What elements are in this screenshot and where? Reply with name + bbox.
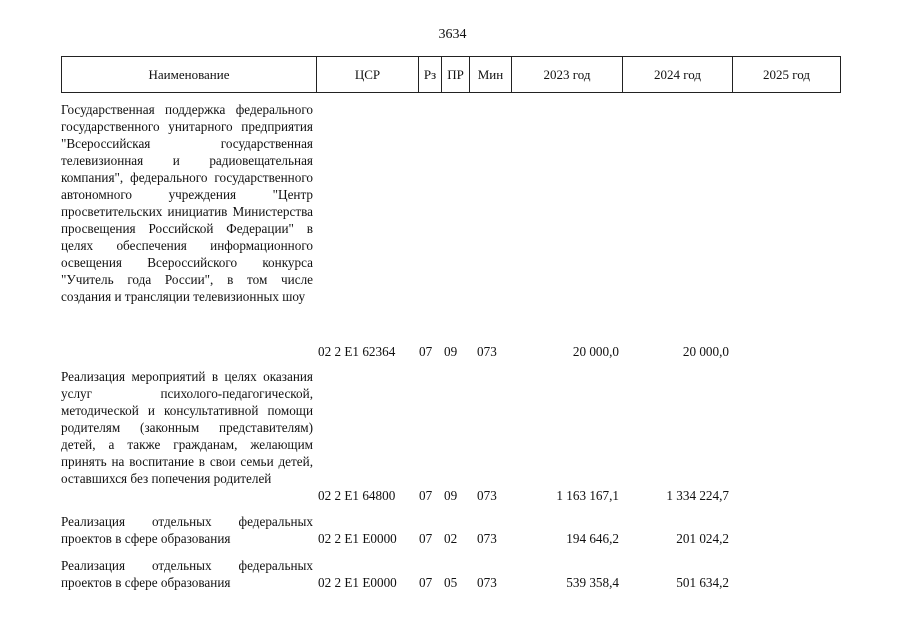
- row-min: 073: [477, 575, 497, 590]
- row-min: 073: [477, 488, 497, 503]
- row-name: Государственная поддержка федерального государственного унитарного предприятия "Всероссийская государственная телевизионная и радиовещательная компания", федерального государственного автономного учреждения "Центр просветительских инициатив Министерства просвещения Российской Федерации" в целях обеспечения информационного освещения Всероссийского конкурса "Учитель года России", в том числе создания и трансляции телевизионных шоу: [61, 102, 313, 304]
- header-2023: 2023 год: [512, 57, 623, 92]
- row-2023: 1 163 167,1: [556, 488, 619, 503]
- row-rz: 07: [419, 575, 433, 590]
- header-name: Наименование: [62, 57, 317, 92]
- row-min: 073: [477, 531, 497, 546]
- row-min: 073: [477, 344, 497, 359]
- row-2024: 501 634,2: [676, 575, 729, 590]
- page-number: 3634: [438, 27, 467, 42]
- table-header: [61, 56, 841, 93]
- row-pr: 02: [444, 531, 458, 546]
- row-name: Реализация мероприятий в целях оказания услуг психолого-педагогической, методической и консультативной помощи родителям (законным представителям) детей, а также гражданам, желающим принять на воспитание в свои семьи детей, оставшихся без попечения родителей: [61, 369, 313, 486]
- row-pr: 05: [444, 575, 458, 590]
- row-csr: 02 2 E1 64800: [318, 488, 396, 503]
- header-2025: 2025 год: [763, 67, 810, 82]
- row-2023: 20 000,0: [572, 344, 619, 359]
- row-csr: 02 2 E1 E0000: [318, 575, 397, 590]
- header-rz: Рз: [419, 57, 442, 92]
- header-2024: 2024 год: [623, 57, 733, 92]
- row-rz: 07: [419, 344, 433, 359]
- row-csr: 02 2 E1 E0000: [318, 531, 397, 546]
- row-csr: 02 2 E1 62364: [318, 344, 396, 359]
- header-csr: ЦСР: [317, 57, 419, 92]
- row-2023: 539 358,4: [566, 575, 619, 590]
- row-rz: 07: [419, 488, 433, 503]
- row-name: Реализация отдельных федеральных проектов в сфере образования: [61, 514, 313, 546]
- row-pr: 09: [444, 488, 458, 503]
- header-min: Мин: [470, 57, 512, 92]
- row-pr: 09: [444, 344, 458, 359]
- row-2024: 1 334 224,7: [666, 488, 729, 503]
- row-2023: 194 646,2: [566, 531, 619, 546]
- row-2024: 20 000,0: [682, 344, 729, 359]
- row-rz: 07: [419, 531, 433, 546]
- header-pr: ПР: [442, 57, 470, 92]
- row-2024: 201 024,2: [676, 531, 729, 546]
- row-name: Реализация отдельных федеральных проектов в сфере образования: [61, 558, 313, 590]
